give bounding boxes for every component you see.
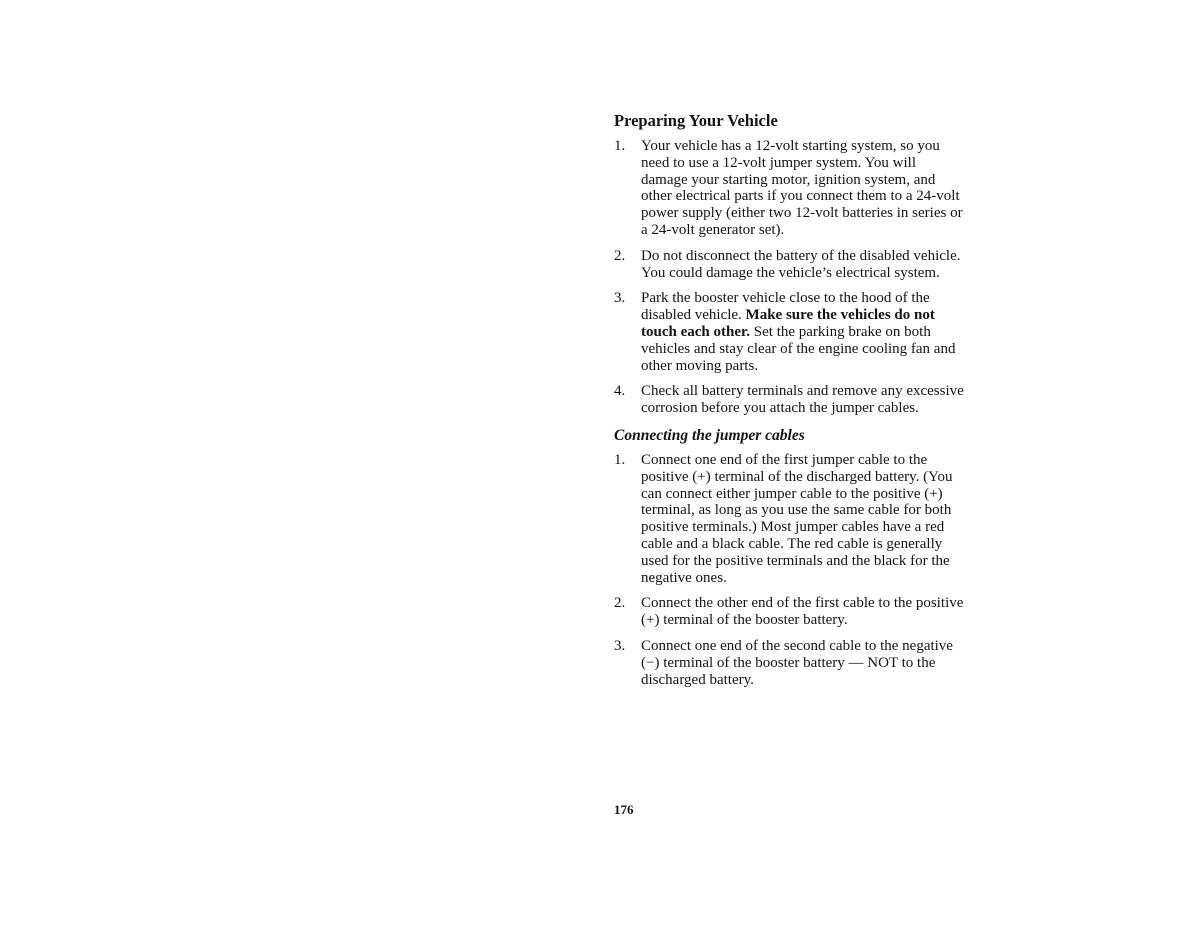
list-item <box>614 290 964 374</box>
step-number: 2. <box>614 247 626 264</box>
warning-emphasis: Make sure the vehicles do not touch each other. <box>641 307 935 340</box>
step-number: 3. <box>614 290 626 307</box>
page-number: 176 <box>614 802 634 817</box>
section-title: Preparing Your Vehicle <box>614 111 778 130</box>
step-text: Your vehicle has a 12-volt starting system, so you need to use a 12-volt jumper system. You will damage your starting motor, ignition system, and other electrical parts if you connect them to a 24-volt power supply (either two 12-volt batteries in series or a 24-volt generator set). <box>641 138 963 238</box>
step-text: Do not disconnect the battery of the disabled vehicle. You could damage the vehicle’s electrical system. <box>641 247 961 281</box>
subsection-title: Connecting the jumper cables <box>614 426 805 444</box>
list-item <box>614 452 964 586</box>
preparing-steps-list <box>614 138 964 417</box>
step-text: Connect the other end of the first cable to the positive (+) terminal of the booster battery. <box>641 595 964 629</box>
list-item <box>614 138 964 239</box>
step-text: Connect one end of the second cable to the negative (−) terminal of the booster battery — NOT to the discharged battery. <box>641 637 953 688</box>
page-content <box>614 111 964 697</box>
step-number: 4. <box>614 383 626 400</box>
connecting-steps-list <box>614 452 964 688</box>
step-number: 3. <box>614 637 626 654</box>
step-number: 1. <box>614 138 626 154</box>
step-text-end: Set the parking brake on both vehicles and stay clear of the engine cooling fan and other moving parts. <box>641 323 956 374</box>
step-text: Check all battery terminals and remove any excessive corrosion before you attach the jumper cables. <box>641 383 964 417</box>
step-text-start: Park the booster vehicle close to the hood of the disabled vehicle. <box>641 290 930 324</box>
list-item <box>614 383 964 417</box>
step-number: 2. <box>614 595 626 612</box>
step-text: Connect one end of the first jumper cable to the positive (+) terminal of the discharged battery. (You can connect either jumper cable to the positive (+) terminal, as long as you use the same cable for both positive terminals.) Most jumper cables have a red cable and a black cable. The red cable is generally used for the positive terminals and the black for the negative ones. <box>641 451 953 586</box>
step-text <box>641 290 955 373</box>
step-number: 1. <box>614 451 626 468</box>
list-item <box>614 595 964 629</box>
list-item <box>614 248 964 282</box>
list-item <box>614 638 964 688</box>
